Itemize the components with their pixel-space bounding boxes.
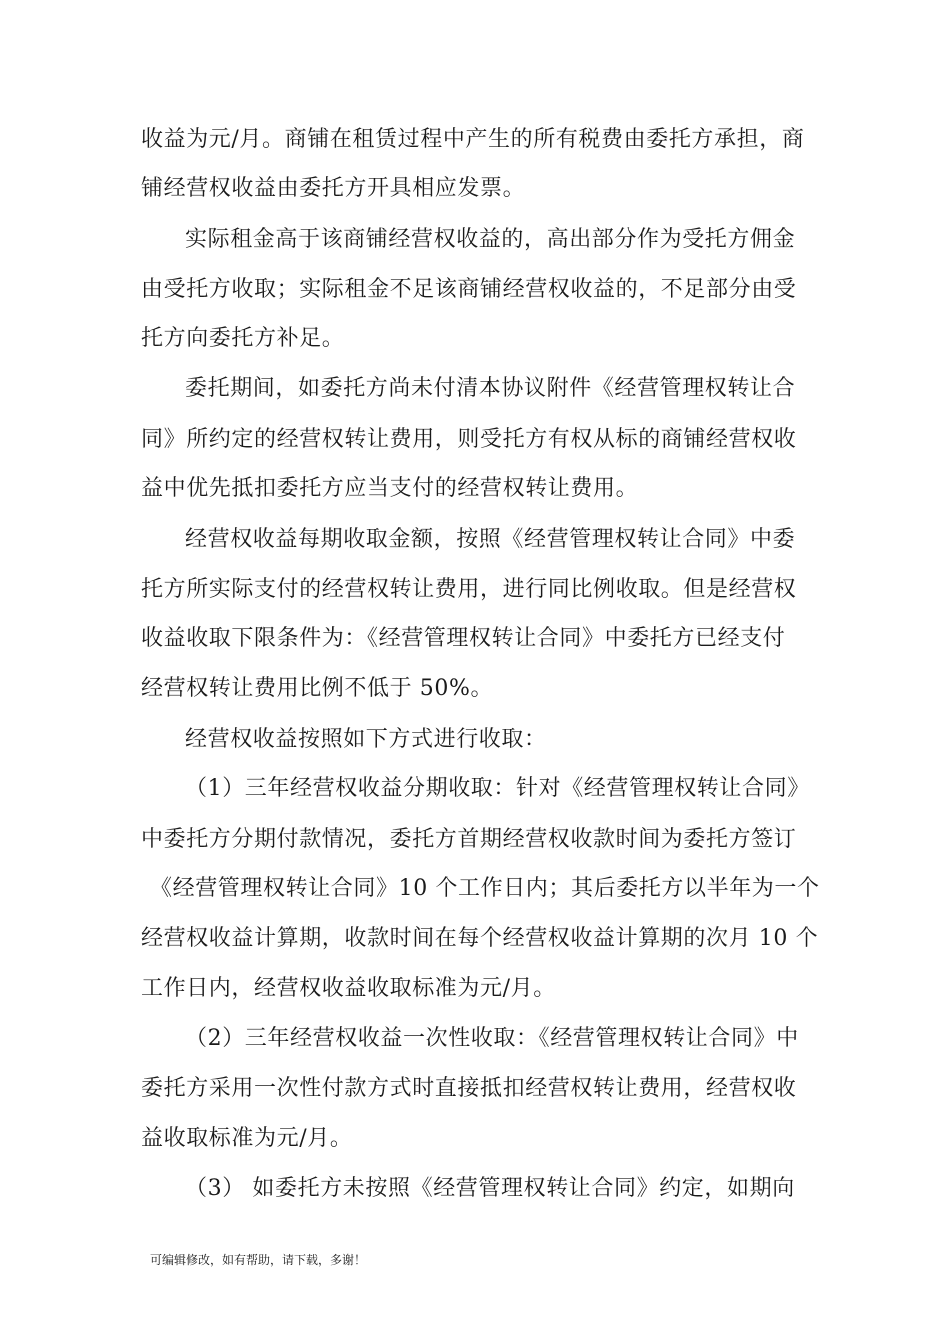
text-line: 益收取标准为元/月。 [141,1126,353,1151]
text-line: （2）三年经营权收益一次性收取：《经营管理权转让合同》中 [185,1026,799,1051]
text-line: （3） 如委托方未按照《经营管理权转让合同》约定，如期向 [185,1176,795,1201]
text-line: 铺经营权收益由委托方开具相应发票。 [141,176,526,201]
text-line: 经营权收益计算期，收款时间在每个经营权收益计算期的次月 10 个 [141,926,819,951]
text-line: 收益为元/月。商铺在租赁过程中产生的所有税费由委托方承担，商 [141,127,805,152]
text-line: 工作日内，经营权收益收取标准为元/月。 [141,976,556,1001]
text-line: 经营权转让费用比例不低于 50%。 [141,676,494,701]
text-line: 经营权收益每期收取金额，按照《经营管理权转让合同》中委 [185,527,796,552]
text-line: 委托期间，如委托方尚未付清本协议附件《经营管理权转让合 [185,376,796,401]
text-line: 《经营管理权转让合同》10 个工作日内；其后委托方以半年为一个 [150,876,820,901]
text-line: 托方所实际支付的经营权转让费用，进行同比例收取。但是经营权 [141,577,797,602]
text-line: 益中优先抵扣委托方应当支付的经营权转让费用。 [141,476,639,501]
text-line: 由受托方收取；实际租金不足该商铺经营权收益的，不足部分由受 [141,277,797,302]
text-line: 经营权收益按照如下方式进行收取： [185,727,547,752]
text-line: 托方向委托方补足。 [141,326,345,351]
text-line: 委托方采用一次性付款方式时直接抵扣经营权转让费用，经营权收 [141,1076,797,1101]
text-line: 同》所约定的经营权转让费用，则受托方有权从标的商铺经营权收 [141,427,797,452]
text-line: 中委托方分期付款情况，委托方首期经营权收款时间为委托方签订 [141,827,797,852]
text-line: 收益收取下限条件为：《经营管理权转让合同》中委托方已经支付 [141,626,786,651]
page-footer: 可编辑修改，如有帮助，请下载，多谢！ [150,1253,367,1267]
text-line: （1）三年经营权收益分期收取：针对《经营管理权转让合同》 [185,776,810,801]
text-line: 实际租金高于该商铺经营权收益的，高出部分作为受托方佣金 [185,227,796,252]
